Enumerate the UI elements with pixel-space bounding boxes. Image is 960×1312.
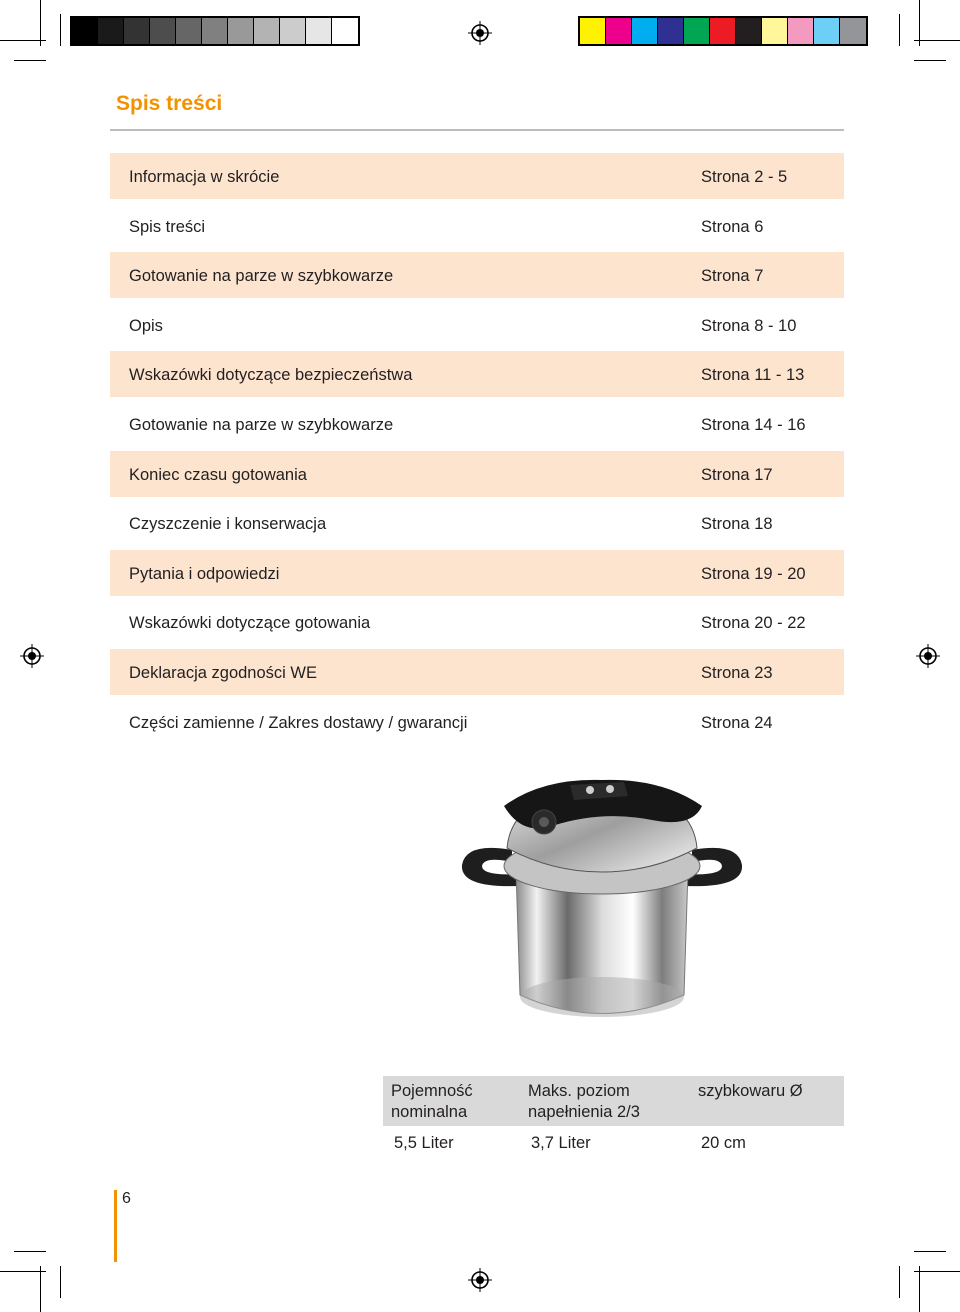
color-swatch (280, 18, 306, 44)
registration-target-icon (20, 644, 44, 668)
color-calibration-bar (578, 16, 868, 46)
toc-row (110, 203, 844, 249)
toc-entry-title: Informacja w skrócie (129, 168, 280, 186)
crop-mark (0, 40, 46, 41)
toc-entry-title: Wskazówki dotyczące bezpieczeństwa (129, 366, 413, 385)
toc-entry-page: Strona 6 (701, 217, 764, 236)
crop-mark (0, 1271, 46, 1272)
table-row (383, 1126, 844, 1160)
toc-entry-page: Strona 18 (701, 515, 773, 534)
diameter-value: 20 cm (701, 1134, 746, 1152)
toc-row (110, 351, 844, 397)
color-swatch (736, 18, 762, 44)
toc-row (110, 649, 844, 695)
page-number: 6 (122, 1190, 131, 1207)
color-swatch (580, 18, 606, 44)
toc-entry-page: Strona 20 - 22 (701, 614, 806, 633)
capacity-table (383, 1076, 844, 1160)
toc-entry-title: Opis (129, 316, 163, 335)
registration-target-icon (468, 21, 492, 45)
color-swatch (72, 18, 98, 44)
toc-entry-title: Gotowanie na parze w szybkowarze (129, 267, 394, 286)
toc-entry-title: Czyszczenie i konserwacja (129, 515, 327, 534)
column-header-nominal-capacity: Pojemność nominalna (391, 1082, 473, 1121)
pressure-cooker-illustration (452, 770, 752, 1035)
color-swatch (98, 18, 124, 44)
toc-row (110, 451, 844, 497)
color-swatch (788, 18, 814, 44)
crop-mark (14, 60, 46, 61)
toc-entry-page: Strona 14 - 16 (701, 415, 806, 434)
color-swatch (150, 18, 176, 44)
color-swatch (306, 18, 332, 44)
color-swatch (332, 18, 358, 44)
color-swatch (228, 18, 254, 44)
toc-entry-page: Strona 11 - 13 (701, 366, 805, 385)
toc-entry-title: Części zamienne / Zakres dostawy / gwarancji (129, 713, 468, 732)
color-swatch (124, 18, 150, 44)
title-divider (110, 129, 844, 131)
color-swatch (684, 18, 710, 44)
toc-entry-page: Strona 2 - 5 (701, 168, 788, 186)
color-swatch (840, 18, 866, 44)
column-header-diameter: szybkowaru Ø (698, 1082, 803, 1100)
color-swatch (202, 18, 228, 44)
color-swatch (658, 18, 684, 44)
max-fill-value: 3,7 Liter (531, 1134, 591, 1152)
crop-mark (914, 60, 946, 61)
crop-mark (919, 1266, 920, 1312)
toc-entry-page: Strona 7 (701, 267, 764, 286)
toc-entry-page: Strona 17 (701, 465, 773, 484)
toc-row (110, 153, 844, 199)
gray-calibration-bar (70, 16, 360, 46)
color-swatch (254, 18, 280, 44)
page-title: Spis treści (116, 92, 223, 115)
toc-entry-page: Strona 23 (701, 663, 773, 682)
toc-entry-title: Spis treści (129, 217, 206, 236)
toc-row (110, 599, 844, 645)
crop-mark (914, 1251, 946, 1252)
color-swatch (710, 18, 736, 44)
color-swatch (632, 18, 658, 44)
table-header-row (383, 1076, 844, 1126)
crop-mark (899, 14, 900, 46)
toc-row (110, 699, 844, 745)
crop-mark (914, 1271, 960, 1272)
table-of-contents (110, 153, 844, 748)
color-swatch (814, 18, 840, 44)
page-number-accent-bar (114, 1190, 117, 1262)
color-swatch (606, 18, 632, 44)
toc-row (110, 252, 844, 298)
toc-row (110, 302, 844, 348)
toc-entry-title: Gotowanie na parze w szybkowarze (129, 415, 394, 434)
crop-mark (40, 1266, 41, 1312)
toc-row (110, 401, 844, 447)
toc-entry-title: Deklaracja zgodności WE (129, 663, 317, 682)
toc-entry-title: Wskazówki dotyczące gotowania (129, 614, 371, 633)
toc-row (110, 550, 844, 596)
color-swatch (762, 18, 788, 44)
crop-mark (914, 40, 960, 41)
toc-entry-title: Koniec czasu gotowania (129, 465, 307, 484)
crop-mark (60, 1266, 61, 1298)
toc-entry-title: Pytania i odpowiedzi (129, 564, 280, 583)
registration-target-icon (916, 644, 940, 668)
crop-mark (60, 14, 61, 46)
toc-entry-page: Strona 8 - 10 (701, 316, 797, 335)
registration-target-icon (468, 1268, 492, 1292)
nominal-capacity-value: 5,5 Liter (394, 1134, 454, 1152)
toc-entry-page: Strona 24 (701, 713, 773, 732)
color-swatch (176, 18, 202, 44)
column-header-max-fill: Maks. poziom napełnienia 2/3 (528, 1082, 640, 1121)
toc-entry-page: Strona 19 - 20 (701, 564, 806, 583)
crop-mark (14, 1251, 46, 1252)
toc-row (110, 500, 844, 546)
crop-mark (899, 1266, 900, 1298)
